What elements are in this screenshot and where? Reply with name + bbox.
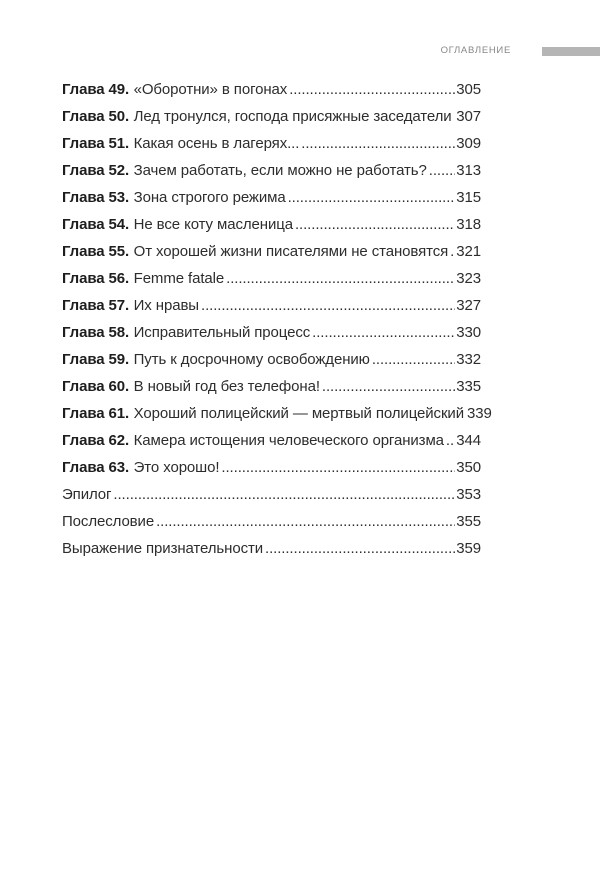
toc-entry xyxy=(62,346,481,373)
chapter-label: Глава 56. xyxy=(62,270,130,287)
page-number: 307 xyxy=(456,108,481,125)
chapter-title: В новый год без телефона! xyxy=(133,378,320,395)
dot-leader xyxy=(295,211,455,238)
chapter-title: Эпилог xyxy=(62,486,112,503)
chapter-title: Камера истощения человеческого организма xyxy=(133,432,444,449)
toc-entry xyxy=(62,292,481,319)
dot-leader xyxy=(289,76,455,103)
page-number: 350 xyxy=(456,459,481,476)
toc-entry xyxy=(62,157,481,184)
page-number: 332 xyxy=(456,351,481,368)
chapter-title: Их нравы xyxy=(133,297,199,314)
dot-leader xyxy=(221,454,455,481)
toc-entry xyxy=(62,400,492,427)
toc-entry xyxy=(62,481,481,508)
chapter-label: Глава 54. xyxy=(62,216,130,233)
page-number: 355 xyxy=(456,513,481,530)
chapter-label: Глава 58. xyxy=(62,324,130,341)
toc-entry xyxy=(62,427,481,454)
chapter-label: Глава 55. xyxy=(62,243,130,260)
dot-leader xyxy=(265,535,455,562)
page-number: 359 xyxy=(456,540,481,557)
page-number: 305 xyxy=(456,81,481,98)
toc-entry xyxy=(62,76,481,103)
toc-entry xyxy=(62,238,481,265)
chapter-title: Выражение признательности xyxy=(62,540,264,557)
dot-leader xyxy=(301,130,455,157)
dot-leader xyxy=(201,292,455,319)
dot-leader xyxy=(113,481,455,508)
toc-entry xyxy=(62,211,481,238)
chapter-label: Глава 52. xyxy=(62,162,130,179)
toc-entry xyxy=(62,103,481,130)
dot-leader xyxy=(454,103,456,130)
chapter-label: Глава 60. xyxy=(62,378,130,395)
chapter-title: Зона строгого режима xyxy=(133,189,286,206)
page-number: 323 xyxy=(456,270,481,287)
page-number: 327 xyxy=(456,297,481,314)
chapter-label: Глава 59. xyxy=(62,351,130,368)
toc-entry xyxy=(62,454,481,481)
toc-entry xyxy=(62,508,481,535)
page-number: 321 xyxy=(456,243,481,260)
dot-leader xyxy=(156,508,455,535)
chapter-label: Глава 61. xyxy=(62,405,130,422)
chapter-label: Глава 51. xyxy=(62,135,130,152)
chapter-title: Лед тронулся, господа присяжные заседатели xyxy=(133,108,452,125)
chapter-title: Не все коту масленица xyxy=(133,216,293,233)
page-number: 315 xyxy=(456,189,481,206)
dot-leader xyxy=(226,265,455,292)
chapter-title: Femme fatale xyxy=(133,270,225,287)
page-number: 353 xyxy=(456,486,481,503)
chapter-title: Какая осень в лагерях... xyxy=(133,135,300,152)
dot-leader xyxy=(446,427,455,454)
page-number: 318 xyxy=(456,216,481,233)
dot-leader xyxy=(429,157,456,184)
toc-entry xyxy=(62,319,481,346)
toc-entry xyxy=(62,184,481,211)
chapter-title: Исправительный процесс xyxy=(133,324,311,341)
page-number: 313 xyxy=(456,162,481,179)
chapter-label: Глава 53. xyxy=(62,189,130,206)
chapter-title: Путь к досрочному освобождению xyxy=(133,351,370,368)
running-head-title: ОГЛАВЛЕНИЕ xyxy=(440,45,511,56)
chapter-title: Хороший полицейский — мертвый полицейский xyxy=(133,405,464,422)
page-number: 339 xyxy=(466,405,492,422)
dot-leader xyxy=(312,319,455,346)
chapter-title: От хорошей жизни писателями не становятся xyxy=(133,243,449,260)
chapter-label: Глава 57. xyxy=(62,297,130,314)
toc-entry xyxy=(62,130,481,157)
dot-leader xyxy=(450,238,455,265)
chapter-title: Зачем работать, если можно не работать? xyxy=(133,162,427,179)
dot-leader xyxy=(322,373,455,400)
page-number: 344 xyxy=(456,432,481,449)
running-head-accent-bar xyxy=(542,47,600,56)
dot-leader xyxy=(372,346,455,373)
page-number: 335 xyxy=(456,378,481,395)
page-number: 309 xyxy=(456,135,481,152)
toc-entry xyxy=(62,265,481,292)
chapter-title: Это хорошо! xyxy=(133,459,220,476)
chapter-label: Глава 63. xyxy=(62,459,130,476)
chapter-title: Послесловие xyxy=(62,513,155,530)
page-number: 330 xyxy=(456,324,481,341)
dot-leader xyxy=(288,184,456,211)
chapter-label: Глава 62. xyxy=(62,432,130,449)
chapter-label: Глава 50. xyxy=(62,108,130,125)
chapter-label: Глава 49. xyxy=(62,81,130,98)
toc-entry xyxy=(62,535,481,562)
chapter-title: «Оборотни» в погонах xyxy=(133,81,288,98)
toc-entry xyxy=(62,373,481,400)
